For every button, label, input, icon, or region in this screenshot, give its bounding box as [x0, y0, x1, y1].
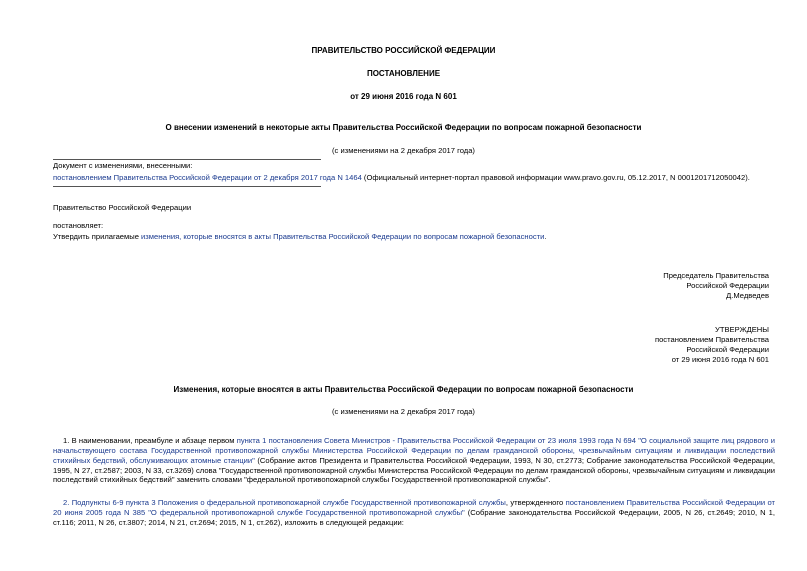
- approved-by: постановлением Правительства: [654, 334, 769, 344]
- changes-title: Изменения, которые вносятся в акты Правительства Российской Федерации по вопросам пожарной безопасности: [173, 385, 634, 394]
- government-heading: ПРАВИТЕЛЬСТВО РОССИЙСКОЙ ФЕДЕРАЦИИ: [311, 46, 496, 55]
- government-line: Правительство Российской Федерации: [53, 203, 192, 212]
- change-item-2: [53, 498, 775, 528]
- item2-mid: , утвержденного: [505, 498, 566, 507]
- changes-bottom-rule: [53, 186, 321, 187]
- date-number: от 29 июня 2016 года N 601: [350, 92, 457, 101]
- item2-regulation-link[interactable]: 2. Подпункты 6-9 пункта 3 Положения о федеральной противопожарной службе Государственной противопожарной службы: [63, 498, 506, 507]
- resolves-line: постановляет:: [53, 221, 104, 230]
- item2-act-link[interactable]: постановлением Правительства Российской Федерации от 20 июня 2005 года N 385 "О федеральной противопожарной службе Государственной противопожарной службы": [53, 498, 776, 517]
- signature-name: Д.Медведев: [726, 290, 769, 300]
- change-item-1: [53, 436, 775, 485]
- item2-text: (Собрание законодательства Российской Федерации, 2005, N 26, ст.2649; 2010, N 1, ст.116; 2011, N 26, ст.3807; 2014, N 21, ст.2694; 2015, N 1, ст.262), изложить в следующей редакции:: [53, 507, 775, 527]
- item1-text: (Собрание актов Президента и Правительства Российской Федерации, 1993, N 30, ст.2773; Собрание законодательства Российской Федерации, 1995, N 27, ст.2587; 2003, N 33, ст.3269) слова "Государственной противопожарной службы Министерства Российской Федерации по делам гражданской обороны, чрезвычайным ситуациям и ликвидации последствий стихийных бедствий" заменить словами "федеральной противопожарной службы Государственной противопожарной службы".: [53, 455, 775, 485]
- changes-intro: Документ с изменениями, внесенными:: [53, 161, 193, 170]
- approve-prefix: Утвердить прилагаемые: [53, 232, 142, 241]
- approve-paragraph: [53, 232, 546, 242]
- changes-top-rule: [53, 159, 321, 160]
- approved-heading: УТВЕРЖДЕНЫ: [715, 325, 769, 334]
- approved-date: от 29 июня 2016 года N 601: [671, 354, 769, 364]
- item1-prefix: 1. В наименовании, преамбуле и абзаце первом: [63, 436, 237, 445]
- amending-act-publication: (Официальный интернет-портал правовой информации www.pravo.gov.ru, 05.12.2017, N 0001201712050042).: [361, 173, 750, 182]
- amending-act-link[interactable]: постановлением Правительства Российской Федерации от 2 декабря 2017 года N 1464: [53, 173, 362, 182]
- approve-suffix: .: [544, 232, 547, 241]
- changes-revision-note: (с изменениями на 2 декабря 2017 года): [332, 407, 475, 416]
- document-title: О внесении изменений в некоторые акты Правительства Российской Федерации по вопросам пожарной безопасности: [165, 123, 642, 132]
- item1-act-link[interactable]: пункта 1 постановления Совета Министров - Правительства Российской Федерации от 23 июля 1993 года N 694 "О социальной защите лиц рядового и начальствующего состава Государственной противопожарной службы Министерства Российской Федерации по делам гражданской обороны, чрезвычайным ситуациям и ликвидации последствий стихийных бедствий, обслуживающих атомные станции": [53, 436, 775, 465]
- approved-changes-link[interactable]: изменения, которые вносятся в акты Правительства Российской Федерации по вопросам пожарной безопасности: [141, 232, 545, 241]
- approved-block: [469, 325, 769, 364]
- signature-org: Российской Федерации: [686, 280, 769, 290]
- signature-block: [469, 271, 769, 301]
- approved-org: Российской Федерации: [686, 344, 769, 354]
- signature-position: Председатель Правительства: [663, 271, 769, 280]
- revision-note: (с изменениями на 2 декабря 2017 года): [332, 146, 475, 155]
- changes-source: [53, 173, 793, 183]
- doc-type-heading: ПОСТАНОВЛЕНИЕ: [366, 69, 441, 78]
